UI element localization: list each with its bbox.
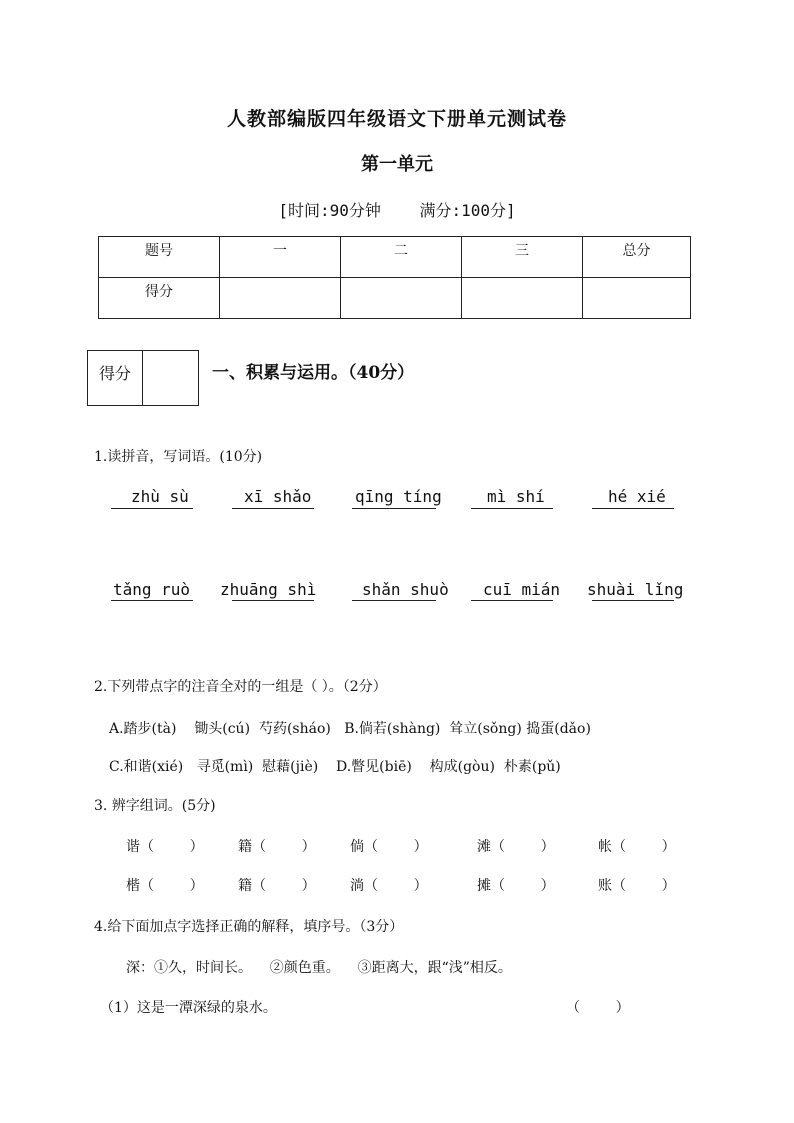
q3-item: 楷（ ）: [126, 878, 204, 894]
pinyin: tǎng ruò: [113, 580, 191, 599]
table-row: [99, 237, 691, 278]
q4-prompt: 4.给下面加点字选择正确的解释，填序号。（3分）: [94, 919, 404, 935]
pinyin: xī shǎo: [244, 487, 312, 506]
table-cell: 总分: [583, 237, 691, 278]
q2-options-cd: C.和谐(xié) 寻觅(mì) 慰藉(jiè) D.瞥见(biē) 构成(gòu) 朴素(pǔ): [109, 759, 561, 775]
answer-line[interactable]: [352, 600, 436, 601]
section-1-title: 一、积累与运用。（40分）: [212, 363, 415, 383]
pinyin: zhù sù: [131, 487, 189, 506]
table-cell: 得分: [99, 278, 220, 319]
q2-options-ab: A.踏步(tà) 锄头(cú) 芍药(sháo) B.倘若(shàng) 耸立(sǒng) 捣蛋(dǎo): [109, 721, 591, 737]
section-score-label: 得分: [88, 351, 143, 405]
q3-item: 帐（ ）: [598, 839, 676, 855]
score-input-cell[interactable]: [583, 278, 691, 319]
q3-item: 倘（ ）: [350, 839, 428, 855]
q3-item: 籍（ ）: [238, 839, 316, 855]
answer-line[interactable]: [111, 600, 193, 601]
unit-title: 第一单元: [361, 154, 433, 175]
q4-item-1: （1）这是一潭深绿的泉水。: [100, 1000, 277, 1016]
q1-prompt: 1.读拼音，写词语。(10分): [94, 449, 263, 465]
q3-item: 淌（ ）: [350, 878, 428, 894]
answer-line[interactable]: [232, 600, 314, 601]
pinyin: mì shí: [487, 487, 545, 506]
table-row: [99, 278, 691, 319]
pinyin: qīng tíng: [355, 487, 442, 506]
answer-line[interactable]: [592, 508, 674, 509]
score-input-cell[interactable]: [220, 278, 341, 319]
q3-item: 谐（ ）: [126, 839, 204, 855]
q3-item: 籍（ ）: [238, 878, 316, 894]
answer-line[interactable]: [471, 508, 553, 509]
pinyin: cuī mián: [483, 580, 561, 599]
answer-line[interactable]: [471, 600, 553, 601]
q4-definitions: 深：①久，时间长。 ②颜色重。 ③距离大，跟“浅”相反。: [126, 960, 512, 976]
pinyin: hé xié: [608, 487, 666, 506]
q3-item: 摊（ ）: [477, 878, 555, 894]
score-input-cell[interactable]: [341, 278, 462, 319]
document-title: 人教部编版四年级语文下册单元测试卷: [226, 108, 567, 130]
q4-item-1-blank[interactable]: （ ）: [566, 1000, 630, 1016]
q3-item: 滩（ ）: [477, 839, 555, 855]
table-cell: 二: [341, 237, 462, 278]
section-score-field[interactable]: [143, 351, 198, 405]
answer-line[interactable]: [232, 508, 314, 509]
table-cell: 题号: [99, 237, 220, 278]
pinyin: shǎn shuò: [362, 580, 449, 599]
pinyin: zhuāng shì: [220, 580, 317, 599]
answer-line[interactable]: [111, 508, 193, 509]
pinyin: shuài lǐng: [587, 580, 684, 599]
q3-prompt: 3. 辨字组词。(5分): [94, 798, 216, 814]
section-score-box: [87, 350, 199, 406]
answer-line[interactable]: [352, 508, 436, 509]
q3-item: 账（ ）: [598, 878, 676, 894]
table-cell: 三: [462, 237, 583, 278]
exam-meta: [时间:90分钟 满分:100分]: [278, 201, 516, 220]
table-cell: 一: [220, 237, 341, 278]
score-table: [98, 236, 691, 319]
answer-line[interactable]: [592, 600, 674, 601]
score-input-cell[interactable]: [462, 278, 583, 319]
q2-prompt: 2.下列带点字的注音全对的一组是（ ）。（2分）: [94, 679, 387, 695]
